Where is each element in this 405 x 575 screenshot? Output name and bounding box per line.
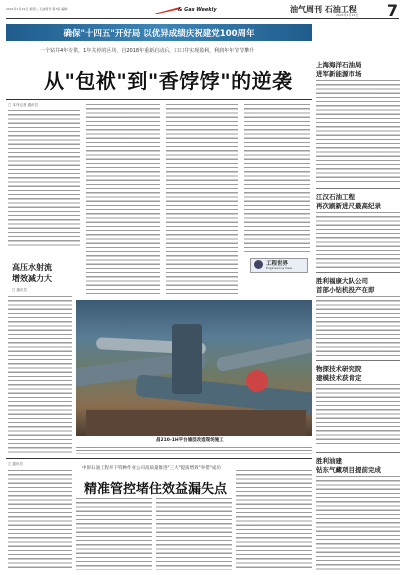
sidebar-item-title: 再次刷新进尺最高纪录	[316, 202, 381, 210]
lead-byline: □ 本刊记者 通讯员	[8, 103, 39, 107]
photo-ground	[86, 410, 306, 436]
divider	[316, 188, 400, 189]
sidebar-item-title: 进军新能源市场	[316, 70, 362, 78]
sidebar-item-body	[316, 384, 400, 446]
masthead-meta: 2021年1月19日 星期二 石油周刊 第7版 编辑：	[6, 7, 71, 11]
divider	[316, 452, 400, 453]
divider	[6, 458, 312, 459]
sidebar-item-title: 胜利福康大队公司	[316, 277, 368, 285]
bottom-kicker: 中原石油工程井下特种作业公司高质量推进"三大"提质增效"举措"成功	[82, 466, 221, 471]
sidebar-item-body	[316, 212, 400, 268]
sidebar-item-body	[316, 476, 400, 570]
section-title: 油气周刊 石油工程	[290, 5, 357, 14]
sidebar-item-title: 上海海洋石油局	[316, 61, 362, 69]
sidebar-item-title: 胜利油建	[316, 457, 342, 465]
banner	[6, 24, 312, 41]
bottom-body-column-3	[156, 498, 232, 570]
sidebar-item-title: 建模技术获肯定	[316, 374, 362, 382]
masthead-date: 2021年1月19日	[336, 13, 359, 17]
photo-pipe	[216, 338, 312, 372]
bottom-body-column-1	[8, 470, 72, 570]
bottom-body-column-4	[236, 470, 312, 570]
lead-body-column-3	[166, 104, 238, 295]
divider	[6, 99, 312, 100]
photo-wellhead	[172, 324, 202, 394]
bottom-byline: □ 通讯员	[8, 462, 23, 466]
logo	[154, 5, 217, 16]
lead-body-column-1	[8, 110, 80, 248]
section-logo-title: 工程世界	[266, 261, 289, 267]
left-story-headline-1: 高压水射流	[12, 262, 52, 272]
photo-valve	[246, 370, 268, 392]
sidebar-item-body	[316, 296, 400, 356]
divider	[316, 360, 400, 361]
section-logo-subtitle: Engineering View	[266, 266, 293, 270]
photo-caption-text	[76, 447, 312, 454]
bottom-headline: 精准管控堵住效益漏失点	[84, 482, 228, 497]
left-story-byline: □ 通讯员	[12, 288, 27, 292]
banner-title: 确保"十四五"开好局 以优异成绩庆祝建党100周年	[63, 29, 255, 39]
section-subtitle: 石油工程	[324, 5, 357, 14]
bottom-body-column-2	[76, 498, 152, 570]
lead-kicker: 一个钻井4年专供，1年关停的区块，自2018年重新启动后，口口井实现盈利，利润年年节节攀升	[40, 48, 255, 54]
sidebar-item-body	[316, 80, 400, 184]
globe-icon	[254, 260, 263, 269]
lead-headline: 从"包袱"到"香饽饽"的逆袭	[44, 69, 293, 93]
sidebar-item-title: 物探技术研究院	[316, 365, 362, 373]
lead-body-column-2	[86, 104, 160, 295]
sidebar-item-title: 首部小钻机投产在即	[316, 286, 375, 294]
left-story-headline-2: 增效减力大	[12, 273, 52, 283]
divider	[316, 272, 400, 273]
section-logo-engineering	[250, 258, 308, 272]
site-photo	[76, 300, 312, 436]
left-story-body	[8, 296, 72, 454]
sidebar-item-title: 钻东气藏项目提前完成	[316, 466, 381, 474]
page-number: 7	[386, 1, 398, 20]
logo-text: & Gas Weekly	[178, 7, 217, 13]
lead-body-column-4	[244, 104, 310, 254]
masthead	[6, 1, 399, 20]
sidebar-item-title: 江汉石油工程	[316, 193, 355, 201]
photo-caption: 昌210-1H平台储层改造现场施工	[156, 438, 224, 443]
logo-swoosh-icon	[154, 7, 180, 14]
